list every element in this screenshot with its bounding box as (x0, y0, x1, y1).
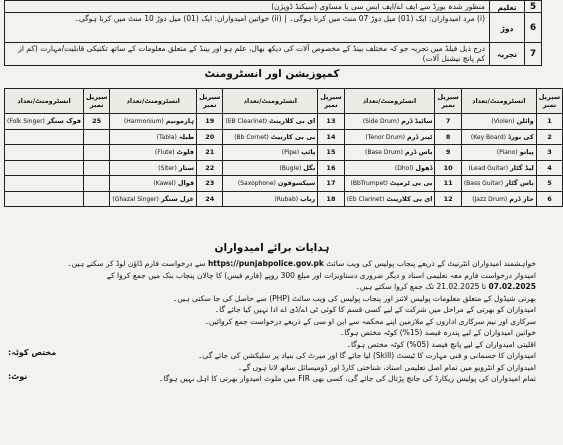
instrument-name-english: (Kawal) (153, 180, 176, 188)
instruction-text: اقلیتی امیدواران کے لیے پانچ فیصد (05%) کوٹہ مختص ہوگا۔ (346, 339, 536, 349)
instrument-name-english: (Key Board) (470, 133, 507, 141)
instrument-cell (5, 145, 84, 161)
table-row (5, 114, 563, 130)
serial-number-cell: 20 (197, 129, 223, 145)
instrument-name-urdu: پیانو (519, 148, 534, 157)
instrument-name-urdu: قوال (177, 179, 195, 188)
serial-number-cell: 17 (318, 176, 344, 192)
instruction-item (66, 339, 536, 351)
instruction-item (66, 327, 536, 339)
instructions-list (66, 258, 536, 385)
website-link[interactable]: https://punjabpolice.gov.pk (207, 259, 324, 268)
serial-number-cell: 9 (435, 145, 461, 161)
instrument-name-english: (Jazz Drum) (472, 195, 508, 203)
instruction-text: امیدواران کو انٹرویو میں تمام اصل تعلیمی اسناد، شناختی کارڈ اور ڈومیسائل ساتھ لانا ہوں گے۔ (237, 362, 536, 372)
instrument-name-urdu: ہارمونیم (165, 117, 195, 126)
table-row (5, 160, 563, 176)
instrument-cell (344, 129, 435, 145)
instrument-name-english: (Eb Clarinet) (346, 195, 385, 203)
requirement-number: 5 (524, 1, 541, 13)
header-instrument: انسٹرومنٹ/تعداد (344, 89, 435, 114)
instrument-name-urdu: بگل (303, 163, 316, 172)
instrument-name-english: (BbTrumpet) (350, 180, 388, 188)
instrument-cell (5, 129, 84, 145)
instrument-name-urdu: سائیڈ ڈرم (401, 117, 433, 126)
instrument-cell (461, 191, 536, 207)
instrument-name-english: (Bass Guitar) (463, 180, 504, 188)
serial-number-cell: 22 (197, 160, 223, 176)
instrument-name-urdu: لیڈ گٹار (510, 163, 534, 172)
instrument-name-urdu: ڈھول (415, 163, 433, 172)
general-note-label: نوٹ: (8, 372, 28, 381)
instrument-name-urdu: ستار (178, 163, 195, 172)
requirement-number: 7 (524, 43, 541, 65)
instrument-cell (5, 160, 84, 176)
serial-number-cell: 25 (84, 114, 110, 130)
instrument-name-english: (Pipe) (281, 149, 300, 157)
requirement-label: تجربہ (489, 43, 524, 65)
serial-number-cell: 4 (536, 160, 562, 176)
instrument-name-english: (Tabla) (156, 133, 177, 141)
instrument-cell (223, 129, 318, 145)
requirement-text: منظور شدہ بورڈ سے ایف اے/ایف ایس سی یا مساوی (سیکنڈ ڈویژن) (271, 2, 485, 11)
instrument-name-english: (Saxophone) (237, 180, 276, 188)
instruction-date: 07.02.2025 (488, 282, 536, 291)
header-instrument: انسٹرومنٹ/تعداد (5, 89, 84, 114)
table-row (5, 191, 563, 207)
requirement-label: تعلیم (489, 1, 524, 13)
instrument-cell (110, 145, 197, 161)
instrument-name-urdu: وائلن (516, 117, 534, 126)
instrument-cell (5, 176, 84, 192)
serial-number-cell (84, 160, 110, 176)
instruction-item (66, 373, 536, 385)
instrument-cell (223, 191, 318, 207)
requirement-text: درج ذیل فیلڈ میں تجربہ جو کہ مختلف بینڈ کے مخصوص آلات کی دیکھ بھال، علم ہو اور بینڈ کے متعلق معلومات کے ساتھ تکنیکی قابلیت/مہارت (کم از کم پانچ نیشنل آلات) (18, 44, 485, 63)
serial-number-cell: 11 (435, 176, 461, 192)
requirement-text: (i) مرد امیدواران: ایک (01) میل دوڑ 07 منٹ میں کرنا ہوگی۔ | (ii) خواتین امیدواران: ایک (01) میل دوڑ 10 منٹ میں کرنا ہوگی۔ (74, 14, 485, 23)
instruction-text: خواہشمند امیدواران انٹرنیٹ کے ذریعے پنجاب پولیس کی ویب سائٹ (323, 259, 536, 268)
instrument-name-urdu: بی بی ٹرمپٹ (389, 179, 433, 188)
instrument-name-english: (Rubab) (274, 195, 299, 203)
header-serial: سیریل نمبر (197, 89, 223, 114)
serial-number-cell: 21 (197, 145, 223, 161)
instrument-cell (5, 114, 84, 130)
instrument-cell (110, 176, 197, 192)
instrument-cell (461, 160, 536, 176)
instruction-item (66, 362, 536, 374)
instrument-cell (344, 191, 435, 207)
instrument-cell (110, 191, 197, 207)
instrument-cell (461, 114, 536, 130)
instrument-name-urdu: طبلہ (178, 132, 195, 141)
instrument-cell (344, 145, 435, 161)
serial-number-cell (84, 145, 110, 161)
instrument-cell (110, 160, 197, 176)
instrument-name-urdu: باس گٹار (505, 179, 534, 188)
instruction-item (66, 350, 536, 362)
instrument-name-urdu: ای بی کلارینٹ (386, 194, 433, 203)
requirement-number: 6 (524, 13, 541, 43)
instrument-name-english: (Bb Cornet) (234, 133, 269, 141)
serial-number-cell: 10 (435, 160, 461, 176)
instrument-name-english: (EB Clearinet) (225, 118, 268, 126)
instrument-name-english: (Side Drum) (362, 118, 400, 126)
instrument-name-english: (Bugle) (279, 164, 302, 172)
instrument-name-urdu: باس ڈرم (404, 148, 433, 157)
instrument-cell (223, 114, 318, 130)
instrument-cell (461, 129, 536, 145)
instruction-item (66, 293, 536, 305)
instrument-name-english: (Harmonium) (123, 118, 164, 126)
instrument-name-english: (Dhol) (394, 164, 414, 172)
instructions-title: ہدایات برائے امیدواران (214, 242, 330, 254)
instrument-name-english: (Piano) (496, 149, 518, 157)
instruction-item (66, 258, 536, 270)
instruction-item (66, 304, 536, 316)
table-row (5, 176, 563, 192)
instrument-name-english: (Folk Singer) (7, 118, 45, 126)
instrument-name-english: (Lead Guitar) (468, 164, 509, 172)
serial-number-cell: 18 (318, 191, 344, 207)
serial-number-cell (84, 129, 110, 145)
serial-number-cell: 12 (435, 191, 461, 207)
instrument-table-header (5, 89, 563, 114)
instrument-cell (344, 160, 435, 176)
instrument-name-english: (Ghazal Singer) (112, 195, 159, 203)
serial-number-cell: 19 (197, 114, 223, 130)
instrument-name-urdu: غزل سنگر (160, 194, 195, 203)
instrument-name-urdu: ٹینر ڈرم (407, 132, 433, 141)
instrument-name-urdu: رباب (300, 194, 316, 203)
instrument-name-urdu: سیکسوفون (277, 179, 316, 188)
instrument-name-urdu: پائپ (301, 148, 316, 157)
instruction-item (66, 316, 536, 328)
serial-number-cell: 6 (536, 191, 562, 207)
instruction-text-tail: تا 21.02.2025 تک جمع کروا سکتے ہیں۔ (355, 282, 489, 291)
table-row (5, 145, 563, 161)
instruction-text: امیدواران کا جسمانی و فنی مہارت کا ٹیسٹ (Skill) لیا جائے گا اور میرٹ کی بنیاد پر سلیکشن کی جائے گی۔ (198, 351, 536, 360)
instruction-text: سرکاری اور نیم سرکاری اداروں کے ملازمین اپنے محکمہ سے این او سی کے ذریعے درخواست جمع کروائیں۔ (204, 316, 536, 326)
instrument-name-urdu: کی بورڈ (508, 132, 534, 141)
serial-number-cell: 24 (197, 191, 223, 207)
instrument-name-english: (Flute) (154, 149, 175, 157)
instrument-name-urdu: فلوٹ (176, 148, 195, 157)
instrument-cell (5, 191, 84, 207)
instrument-cell (110, 114, 197, 130)
header-instrument: انسٹرومنٹ/تعداد (461, 89, 536, 114)
instrument-name-urdu: ای بی کلارینٹ (269, 117, 316, 126)
serial-number-cell: 2 (536, 129, 562, 145)
instrument-name-english: (Tenor Drum) (365, 133, 406, 141)
serial-number-cell: 1 (536, 114, 562, 130)
header-instrument: انسٹرومنٹ/تعداد (110, 89, 197, 114)
instrument-table (4, 88, 563, 207)
header-serial: سیریل نمبر (84, 89, 110, 114)
table-row (5, 129, 563, 145)
serial-number-cell: 15 (318, 145, 344, 161)
serial-number-cell (84, 191, 110, 207)
instrument-name-english: (Base Drum) (365, 149, 403, 157)
serial-number-cell: 23 (197, 176, 223, 192)
instrument-cell (344, 176, 435, 192)
requirement-row-race (4, 12, 542, 43)
serial-number-cell: 16 (318, 160, 344, 176)
composition-title: کمپوزیشن اور انسٹرومنٹ (204, 68, 340, 80)
serial-number-cell: 3 (536, 145, 562, 161)
serial-number-cell (84, 176, 110, 192)
serial-number-cell: 5 (536, 176, 562, 192)
header-serial: سیریل نمبر (435, 89, 461, 114)
instruction-text: خواتین امیدواران کے لیے پندرہ فیصد (15%) کوٹہ مختص ہوگا۔ (339, 328, 536, 337)
instruction-text: امیدوار درخواست فارم معہ تعلیمی اسناد و دیگر ضروری دستاویزات اور مبلغ 300 روپے (فارم فیس) کا چالان پنجاب بنک میں جمع کروا کے (106, 270, 536, 280)
instrument-name-urdu: بی بی کارنیٹ (270, 132, 316, 141)
requirement-label: دوڑ (489, 13, 524, 43)
instruction-item (66, 270, 536, 293)
instrument-cell (344, 114, 435, 130)
instrument-name-english: (Violen) (491, 118, 515, 126)
instruction-text-tail: سے درخواست فارم ڈاؤن لوڈ کر سکتے ہیں۔ (67, 259, 208, 268)
instrument-name-urdu: جاز ڈرم (509, 194, 534, 203)
header-instrument: انسٹرومنٹ/تعداد (223, 89, 318, 114)
serial-number-cell: 8 (435, 129, 461, 145)
requirement-row-experience (4, 42, 542, 66)
header-serial: سیریل نمبر (318, 89, 344, 114)
instruction-text: بھرتی شیڈول کے متعلق معلومات پولیس لائنز اور پنجاب پولیس کی ویب سائٹ (PHP) سے حاصل کی جا سکتی ہیں۔ (172, 293, 536, 303)
instruction-text: تمام امیدواران کی پولیس ریکارڈ کی جانچ پڑتال کی جائے گی، کسی بھی FIR میں ملوث امیدوار بھرتی کا اہل نہیں ہوگا۔ (159, 374, 536, 383)
instruction-text: امیدواران کو بھرتی کے مراحل میں شرکت کے لیے کسی قسم کا کوئی ٹی اے/ڈی اے ادا نہیں کیا جائے گا۔ (214, 305, 536, 314)
instrument-cell (461, 145, 536, 161)
instrument-cell (223, 176, 318, 192)
serial-number-cell: 14 (318, 129, 344, 145)
serial-number-cell: 7 (435, 114, 461, 130)
instrument-cell (461, 176, 536, 192)
instrument-cell (110, 129, 197, 145)
instrument-cell (223, 145, 318, 161)
instrument-name-english: (Siter) (158, 164, 177, 172)
instrument-cell (223, 160, 318, 176)
serial-number-cell: 13 (318, 114, 344, 130)
quota-note-label: مختص کوٹہ: (8, 348, 57, 357)
instrument-name-urdu: فوک سنگر (46, 117, 82, 126)
header-serial: سیریل نمبر (536, 89, 562, 114)
